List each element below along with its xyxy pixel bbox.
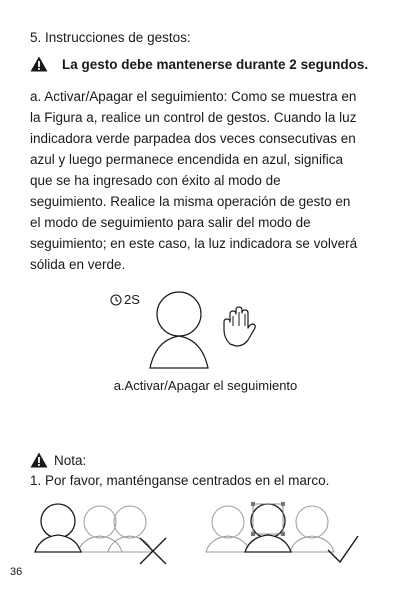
open-hand-icon: [220, 304, 260, 348]
centering-figures: [30, 500, 370, 570]
person-icon: [148, 290, 210, 370]
instructions-paragraph: a. Activar/Apagar el seguimiento: Como se muestra en la Figura a, realice un control de gestos. Cuando la luz indicadora verde parpadea dos veces consecutivas en azul y luego permanece encendida en azul, significa que se ha ingresado con éxito al modo de seguimiento. Realice la misma operación de gesto en el modo de seguimiento para salir del modo de seguimiento; en este caso, la luz indicadora se volverá sólida en verde.: [30, 89, 358, 272]
note-item-1: 1. Por favor, manténganse centrados en el marco.: [30, 473, 330, 488]
cross-mark-icon: [140, 538, 166, 564]
warning-triangle-icon: [30, 56, 48, 72]
note-title-text: Nota:: [54, 452, 87, 468]
gesture-warning: [30, 56, 368, 72]
figure-a-caption: a.Activar/Apagar el seguimiento: [113, 378, 298, 393]
clock-icon: [110, 294, 122, 306]
wrong-position-example: [35, 504, 166, 564]
warning-text: La gesto debe mantenerse durante 2 segundos.: [62, 56, 369, 72]
correct-position-example: [206, 502, 358, 562]
timer-value: 2S: [124, 292, 140, 307]
warning-triangle-icon: [30, 452, 48, 468]
figure-a: [110, 290, 270, 370]
timer-label: [110, 292, 140, 307]
page-number: 36: [10, 566, 23, 578]
section-heading: 5. Instrucciones de gestos:: [30, 30, 191, 45]
note-title: [30, 452, 86, 468]
